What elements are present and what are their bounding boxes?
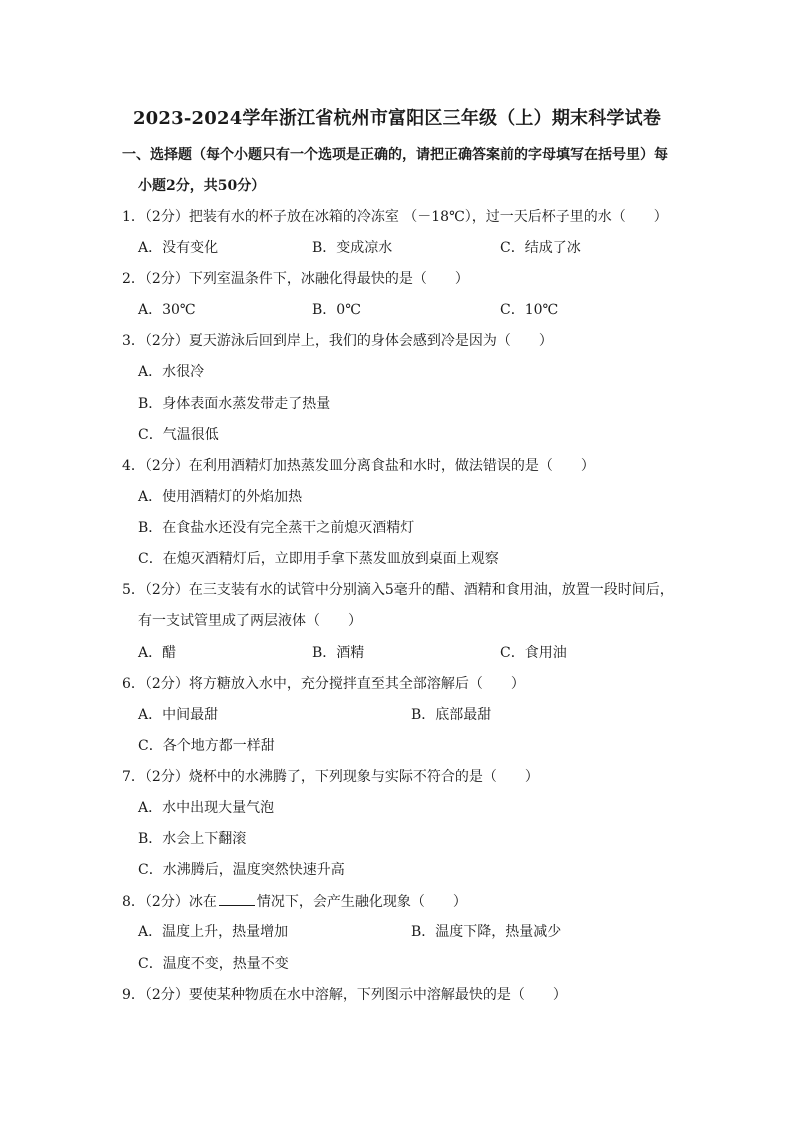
question-5-stem: 5．（2分）在三支装有水的试管中分别滴入5毫升的醋、酒精和食用油，放置一段时间后， — [122, 582, 674, 598]
question-3-option-a: A．水很冷 — [138, 364, 205, 380]
question-8-option-a: A．温度上升，热量增加 — [138, 924, 289, 940]
question-8-blank — [219, 891, 255, 906]
question-8-stem-start: 8．（2分）冰在 — [122, 894, 217, 910]
question-4-option-a: A．使用酒精灯的外焰加热 — [138, 489, 303, 505]
question-2-option-b: B．0℃ — [312, 302, 361, 318]
question-9-stem: 9．（2分）要使某种物质在水中溶解，下列图示中溶解最快的是（ ） — [122, 987, 567, 1003]
question-4-option-b: B．在食盐水还没有完全蒸干之前熄灭酒精灯 — [138, 520, 415, 536]
question-2-stem: 2．（2分）下列室温条件下，冰融化得最快的是（ ） — [122, 271, 469, 287]
question-1-stem: 1．（2分）把装有水的杯子放在冰箱的冷冻室 （－18℃），过一天后杯子里的水（ ） — [122, 209, 668, 225]
question-6-stem: 6．（2分）将方糖放入水中，充分搅拌直至其全部溶解后（ ） — [122, 676, 525, 692]
section-heading-line2: 小题2分，共50分） — [138, 178, 266, 194]
question-7-stem: 7．（2分）烧杯中的水沸腾了，下列现象与实际不符合的是（ ） — [122, 769, 539, 785]
question-8-stem — [122, 891, 467, 912]
question-1-option-a: A．没有变化 — [138, 240, 219, 256]
question-8-option-c: C．温度不变，热量不变 — [138, 956, 289, 972]
question-7-option-a: A．水中出现大量气泡 — [138, 800, 275, 816]
question-5-option-a: A．醋 — [138, 645, 177, 661]
section-heading-line1: 一、选择题（每个小题只有一个选项是正确的，请把正确答案前的字母填写在括号里）每 — [122, 147, 668, 163]
question-6-option-b: B．底部最甜 — [411, 707, 492, 723]
question-7-option-b: B．水会上下翻滚 — [138, 831, 247, 847]
question-5-option-c: C．食用油 — [500, 645, 567, 661]
question-4-stem: 4．（2分）在利用酒精灯加热蒸发皿分离食盐和水时，做法错误的是（ ） — [122, 458, 595, 474]
question-5-option-b: B．酒精 — [312, 645, 365, 661]
question-6-option-a: A．中间最甜 — [138, 707, 219, 723]
question-4-option-c: C．在熄灭酒精灯后，立即用手拿下蒸发皿放到桌面上观察 — [138, 551, 499, 567]
question-3-stem: 3．（2分）夏天游泳后回到岸上，我们的身体会感到冷是因为（ ） — [122, 333, 553, 349]
question-8-stem-end: 情况下，会产生融化现象（ ） — [256, 894, 467, 910]
question-5-stem-continued: 有一支试管里成了两层液体（ ） — [138, 613, 362, 629]
question-2-option-a: A．30℃ — [138, 302, 196, 318]
question-3-option-c: C．气温很低 — [138, 427, 219, 443]
question-2-option-c: C．10℃ — [500, 302, 559, 318]
exam-title: 2023-2024学年浙江省杭州市富阳区三年级（上）期末科学试卷 — [132, 108, 662, 129]
question-6-option-c: C．各个地方都一样甜 — [138, 738, 275, 754]
question-3-option-b: B．身体表面水蒸发带走了热量 — [138, 396, 331, 412]
question-1-option-b: B．变成凉水 — [312, 240, 393, 256]
question-8-option-b: B．温度下降，热量减少 — [411, 924, 562, 940]
question-7-option-c: C．水沸腾后，温度突然快速升高 — [138, 862, 345, 878]
question-1-option-c: C．结成了冰 — [500, 240, 581, 256]
